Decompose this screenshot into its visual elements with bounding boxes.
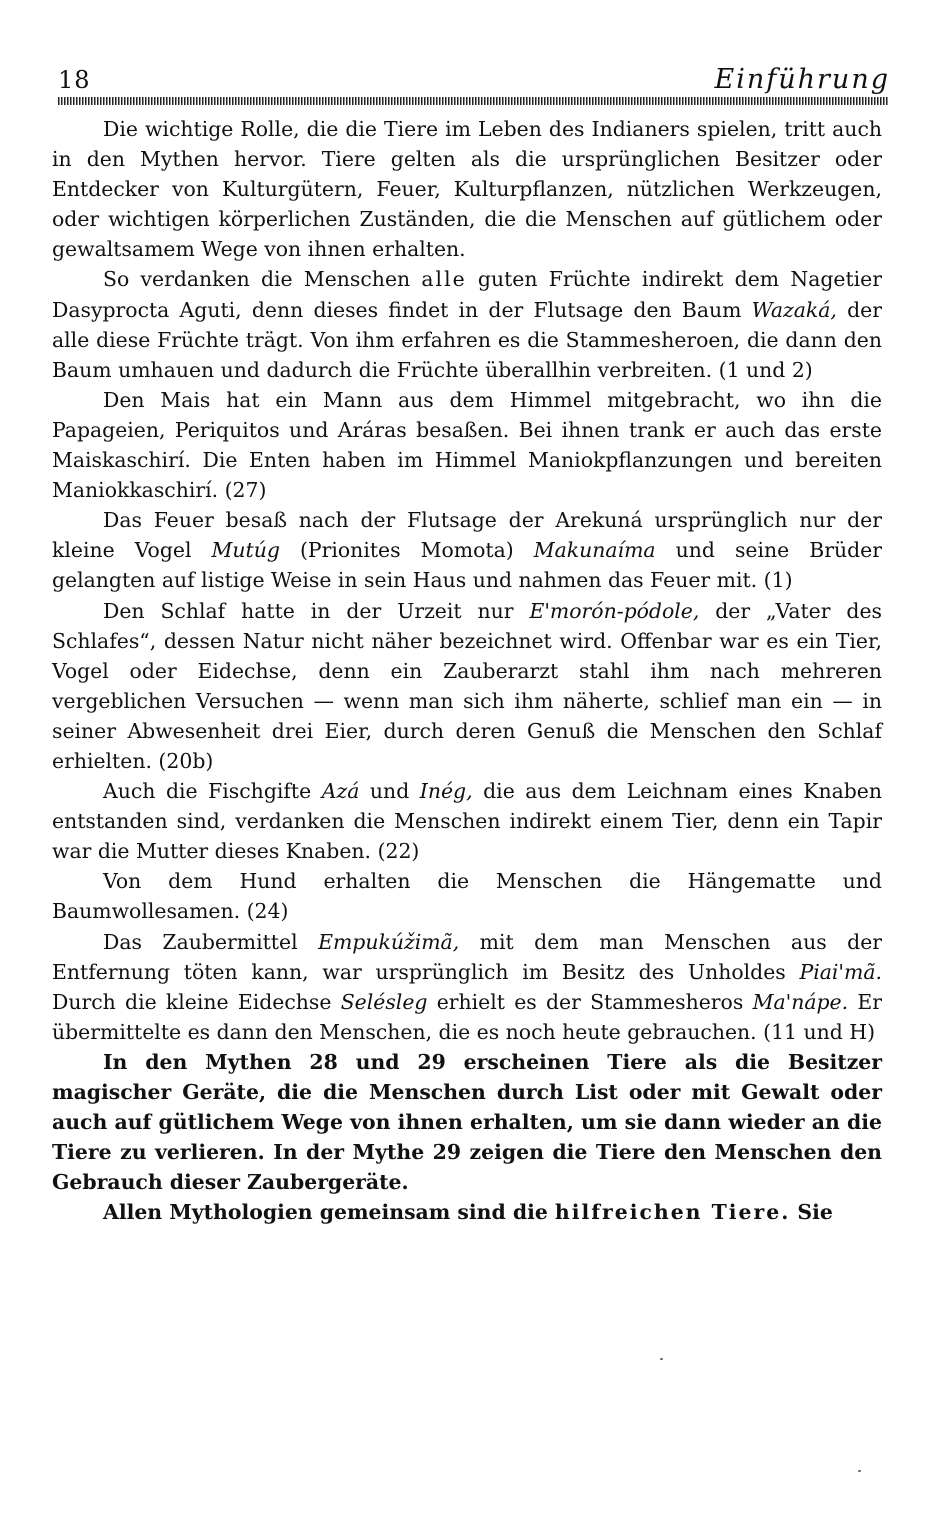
paragraph-text: Sie xyxy=(790,1200,833,1225)
paragraph xyxy=(52,927,882,1047)
paragraph-text: der alle diese Früchte trägt. Von ihm erfahren es die Stammesheroen, die dann den Baum umhauen und dadurch die Früchte überallhin verbreiten. (1 und 2) xyxy=(52,297,882,382)
paragraph-text: Allen Mythologien gemeinsam sind die xyxy=(103,1200,555,1225)
paragraph-text: So verdanken die Menschen xyxy=(103,267,422,292)
page-number: 18 xyxy=(58,66,91,94)
italic-term: Piai'mã. xyxy=(799,959,882,984)
paragraph xyxy=(52,505,882,595)
paragraph xyxy=(52,1197,882,1227)
paper-speck xyxy=(660,1358,663,1360)
paragraph-text: In den Mythen 28 und 29 erscheinen Tiere als die Besitzer magischer Geräte, die die Menschen durch List oder mit Gewalt oder auch auf gütlichem Wege von ihnen erhalten, um sie dann wieder an die Tiere zu verlieren. In der Mythe 29 zeigen die Tiere den Menschen den Gebrauch dieser Zaubergeräte. xyxy=(52,1049,882,1195)
paragraph-text: Die wichtige Rolle, die die Tiere im Leben des Indianers spielen, tritt auch in den Mythen hervor. Tiere gelten als die ursprünglichen Besitzer oder Entdecker von Kulturgütern, Feuer, Kulturpflanzen, nützlichen Werkzeugen, oder wichtigen körperlichen Zuständen, die die Menschen auf gütlichem oder gewaltsamem Wege von ihnen erhalten. xyxy=(52,117,882,262)
paragraph xyxy=(52,114,882,264)
paragraph xyxy=(52,596,882,777)
paragraph-text: die aus dem Leichnam eines Knaben entstanden sind, verdanken die Menschen indirekt einem Tier, denn ein Tapir war die Mutter dieses Knaben. (22) xyxy=(52,779,883,864)
page-header xyxy=(58,66,890,96)
paragraph-text: und seine Brüder gelangten auf listige Weise in sein Haus und nahmen das Feuer mit. (1) xyxy=(52,538,882,593)
header-rule xyxy=(58,97,888,105)
paragraph-text: Durch die kleine Eidechse xyxy=(52,989,341,1014)
paragraph xyxy=(52,1047,882,1197)
italic-term: Azá xyxy=(321,779,360,804)
paragraph-text: Den Schlaf hatte in der Urzeit nur xyxy=(103,598,530,623)
body-text xyxy=(52,114,882,1227)
italic-term: E'morón-pódole, xyxy=(529,598,700,623)
italic-term: Selésleg xyxy=(340,989,428,1014)
paragraph-text: Das Feuer besaß nach der Flutsage der Arekuná ursprünglich nur der kleine Vogel xyxy=(52,508,882,563)
paragraph-text: Das Zaubermittel xyxy=(103,929,319,954)
paragraph-text: Den Mais hat ein Mann aus dem Himmel mitgebracht, wo ihn die Papageien, Periquitos und Aráras besaßen. Bei ihnen trank er auch das erste Maiskaschirí. Die Enten haben im Himmel Maniokpflanzungen und bereiten Maniokkaschirí. (27) xyxy=(52,387,882,503)
italic-term: Ma'nápe. xyxy=(752,989,849,1014)
paragraph-text: erhielt es der Stammesheros xyxy=(427,989,753,1014)
italic-term: Inég, xyxy=(419,779,473,804)
paragraph-text: der „Vater des Schlafes“, dessen Natur nicht näher bezeichnet wird. Offenbar war es ein Tier, Vogel oder Eidechse, denn ein Zauberarzt stahl ihm nach mehreren vergeblichen Versuchen — wenn man sich ihm näherte, schlief man ein — in seiner Abwesenheit drei Eier, durch deren Genuß die Menschen den Schlaf erhielten. (20b) xyxy=(52,598,882,773)
paragraph xyxy=(52,264,882,384)
running-head: Einführung xyxy=(714,64,890,95)
italic-term: Wazaká, xyxy=(751,297,837,322)
emphasized-text: alle xyxy=(421,267,467,292)
paragraph xyxy=(52,385,882,505)
paragraph-text: Von dem Hund erhalten die Menschen die Hängematte und Baumwollesamen. (24) xyxy=(52,869,882,924)
paragraph-text: guten Früchte indirekt dem Nagetier Dasyprocta Aguti, denn dieses findet in der Flutsage den Baum xyxy=(52,267,882,322)
italic-term: Mutúg xyxy=(211,538,280,563)
paragraph-text: mit dem man Menschen aus der Entfernung töten kann, war ursprünglich im Besitz des Unholdes xyxy=(52,929,883,984)
italic-term: Makunaíma xyxy=(533,538,656,563)
paragraph-text: Auch die Fischgifte xyxy=(103,779,322,804)
paragraph-text: Er übermittelte es dann den Menschen, die es noch heute gebrauchen. (11 und H) xyxy=(52,989,882,1044)
paragraph-text: und xyxy=(359,779,420,804)
paragraph xyxy=(52,866,882,926)
paragraph-text: (Prionites Momota) xyxy=(279,538,534,563)
italic-term: Empukúžimã, xyxy=(318,929,460,954)
paper-speck xyxy=(858,1470,861,1472)
paragraph xyxy=(52,776,882,866)
emphasized-text: hilfreichen Tiere. xyxy=(554,1200,791,1225)
